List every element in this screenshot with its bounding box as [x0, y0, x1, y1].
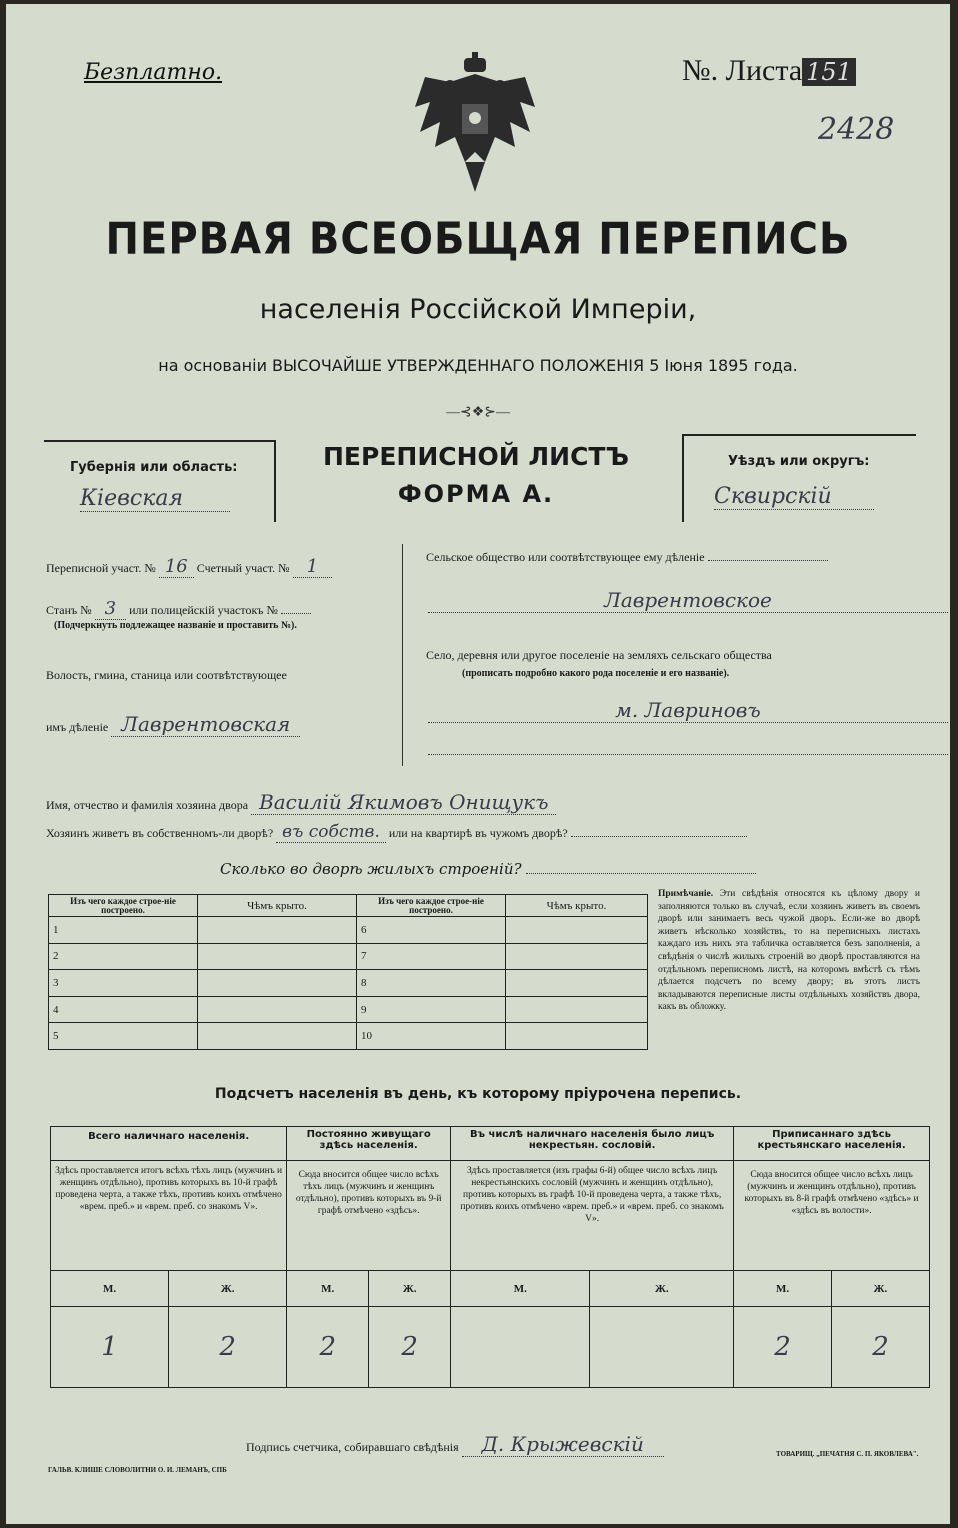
- col-non-peasant-desc: Здѣсь проставляется (изъ графы 6-й) общее число всѣхъ лицъ некрестьянскихъ сословій (мужчинъ и женщинъ отдѣльно), противъ которыхъ въ графѣ 10-й проведена черта, а также тѣхъ, противъ коихъ отмѣчено «врем. преб.» и «врем. преб. со знакомъ V».: [451, 1161, 734, 1271]
- sheet-label: №. Листа: [682, 54, 803, 87]
- ornament-divider: —⊰❖⊱—: [445, 405, 510, 420]
- owner-or-line: [571, 836, 747, 837]
- buildings-count-line: [526, 873, 756, 874]
- col-total-desc: Здѣсь проставляется итогъ всѣхъ тѣхъ лицъ (мужчинъ и женщинъ отдѣльно), противъ которыхъ въ 10-й графѣ проведена черта, а также тѣхъ, противъ коихъ отмѣчено «врем. преб.» и «врем. преб. со знакомъ V».: [51, 1161, 287, 1271]
- stan-row: [46, 598, 311, 619]
- f-label: Ж.: [169, 1271, 287, 1307]
- note-text: Эти свѣдѣнія относятся къ цѣлому двору и заполняются только въ случаѣ, если хозяинъ живетъ въ своемъ дворѣ или занимаетъ весь чужой дворъ. Если-же во дворѣ живетъ нѣсколько хозяйствъ, то на переписныхъ листахъ каждаго изъ нихъ эта табличка оставляется безъ заполненія, а свѣдѣнія о числѣ жилыхъ строеній во дворѣ проставляются на отдѣльномъ переписномъ листѣ, на которомъ вмѣстѣ съ тѣмъ дѣлается подсчетъ по всему двору; въ этотъ листъ вкладываются переписные листы отдѣльныхъ хозяйствъ двора, какъ въ обложку.: [658, 889, 920, 1013]
- buildings-question: Сколько во дворѣ жилыхъ строеній?: [220, 860, 522, 878]
- table-row: [49, 996, 648, 1023]
- left-imprint: ГАЛЬВ. КЛИШЕ СЛОВОЛИТНИ О. И. ЛЕМАНЪ, СПБ: [48, 1466, 227, 1474]
- volost-value: Лаврентовская: [111, 712, 300, 737]
- col-material-right: Изъ чего каждое строе-ніе построено.: [357, 895, 506, 917]
- row-number: 5: [49, 1023, 198, 1050]
- roof-cell[interactable]: [506, 1023, 648, 1050]
- table-row: [49, 943, 648, 970]
- society-label: Сельское общество или соотвѣтствующее ему дѣленіе: [426, 550, 705, 564]
- owner-lives-row: [46, 822, 747, 842]
- form-title: ПЕРВАЯ ВСЕОБЩАЯ ПЕРЕПИСЬ: [105, 213, 851, 265]
- col-permanent-title: Постоянно живущаго здѣсь населенія.: [287, 1127, 451, 1161]
- owner-or-label: или на квартирѣ въ чужомъ дворѣ?: [388, 826, 568, 840]
- table-row: [49, 970, 648, 997]
- f-label: Ж.: [590, 1271, 734, 1307]
- registered-m-value[interactable]: 2: [734, 1307, 832, 1388]
- m-label: М.: [51, 1271, 169, 1307]
- police-value-line: [281, 613, 311, 614]
- roof-cell[interactable]: [198, 1023, 357, 1050]
- basis-line: на основаніи ВЫСОЧАЙШЕ УТВЕРЖДЕННАГО ПОЛОЖЕНІЯ 5 Іюня 1895 года.: [158, 356, 798, 375]
- counting-plot-label: Счетный участ. №: [196, 561, 290, 575]
- village-extra-line: [428, 754, 948, 755]
- row-number: 10: [357, 1023, 506, 1050]
- table-row: [49, 1023, 648, 1050]
- signature-row: [246, 1432, 664, 1456]
- volost-row: [46, 712, 300, 736]
- roof-cell[interactable]: [198, 917, 357, 944]
- volost-label: Волость, гмина, станица или соотвѣтствующее: [46, 668, 287, 682]
- census-plot-value: 16: [159, 556, 194, 578]
- row-number: 9: [357, 996, 506, 1023]
- census-plot-row: [46, 556, 332, 577]
- census-sheet-title: ПЕРЕПИСНОЙ ЛИСТЪ: [323, 442, 629, 471]
- owner-lives-value: въ собств.: [276, 822, 386, 843]
- m-label: М.: [287, 1271, 369, 1307]
- uezd-box: [682, 434, 916, 522]
- owner-lives-label: Хозяинъ живетъ въ собственномъ-ли дворѣ?: [46, 826, 274, 840]
- m-label: М.: [451, 1271, 590, 1307]
- volost-label-2: имъ дѣленіе: [46, 720, 109, 734]
- col-non-peasant-title: Въ числѣ наличнаго населенія было лицъ некрестьян. сословій.: [451, 1127, 734, 1161]
- signature-value: Д. Крыжевскій: [462, 1432, 664, 1457]
- row-number: 3: [49, 970, 198, 997]
- col-registered-title: Приписаннаго здѣсь крестьянскаго населенія.: [734, 1127, 930, 1161]
- table-row: [49, 917, 648, 944]
- buildings-table: [48, 894, 648, 1050]
- total-m-value[interactable]: 1: [51, 1307, 169, 1388]
- society-value: Лаврентовское: [428, 588, 948, 613]
- col-roof-left: Чѣмъ крыто.: [198, 895, 357, 917]
- roof-cell[interactable]: [506, 996, 648, 1023]
- m-label: М.: [734, 1271, 832, 1307]
- note-title: Примѣчаніе.: [658, 889, 714, 899]
- row-number: 8: [357, 970, 506, 997]
- column-divider: [402, 544, 403, 766]
- imperial-eagle-emblem: [410, 52, 540, 202]
- society-line: [708, 560, 828, 561]
- guberniya-label: Губернія или область:: [70, 460, 238, 475]
- form-a-label: ФОРМА А.: [397, 480, 555, 508]
- stan-label: Станъ №: [46, 603, 92, 617]
- roof-cell[interactable]: [506, 943, 648, 970]
- population-heading: Подсчетъ населенія въ день, къ которому пріурочена перепись.: [214, 1086, 742, 1102]
- f-label: Ж.: [832, 1271, 930, 1307]
- non-peasant-m-value[interactable]: [451, 1307, 590, 1388]
- guberniya-box: [44, 440, 276, 522]
- permanent-m-value[interactable]: 2: [287, 1307, 369, 1388]
- note-block: [658, 888, 920, 1014]
- col-registered-desc: Сюда вносится общее число всѣхъ лицъ (мужчинъ и женщинъ отдѣльно), противъ которыхъ въ 8-й графѣ отмѣчено «здѣсь» и «здѣсь въ волости».: [734, 1161, 930, 1271]
- free-label: Безплатно.: [84, 60, 223, 85]
- owner-name-value: Василій Якимовъ Онищукъ: [251, 790, 556, 815]
- non-peasant-f-value[interactable]: [590, 1307, 734, 1388]
- roof-cell[interactable]: [506, 970, 648, 997]
- census-form-page: [6, 4, 950, 1524]
- uezd-label: Уѣздъ или округъ:: [728, 454, 870, 469]
- roof-cell[interactable]: [198, 970, 357, 997]
- signature-label: Подпись счетчика, собиравшаго свѣдѣнія: [246, 1440, 459, 1454]
- stamp-number: 2428: [818, 112, 895, 147]
- col-roof-right: Чѣмъ крыто.: [506, 895, 648, 917]
- roof-cell[interactable]: [506, 917, 648, 944]
- row-number: 2: [49, 943, 198, 970]
- f-label: Ж.: [369, 1271, 451, 1307]
- row-number: 1: [49, 917, 198, 944]
- row-number: 7: [357, 943, 506, 970]
- sheet-number: 151: [802, 58, 856, 86]
- owner-name-label: Имя, отчество и фамилія хозяина двора: [46, 798, 249, 812]
- buildings-question-row: [220, 860, 756, 878]
- village-note: (прописать подробно какого рода поселеніе и его названіе).: [462, 668, 730, 679]
- roof-cell[interactable]: [198, 943, 357, 970]
- owner-name-row: [46, 790, 556, 814]
- counting-plot-value: 1: [293, 556, 332, 578]
- stan-value: 3: [95, 598, 126, 620]
- uezd-value: Сквирскій: [714, 484, 874, 510]
- police-label: или полицейскій участокъ №: [129, 603, 278, 617]
- col-material-left: Изъ чего каждое строе-ніе построено.: [49, 895, 198, 917]
- row-number: 6: [357, 917, 506, 944]
- right-imprint: ТОВАРИЩ. „ПЕЧАТНЯ С. П. ЯКОВЛЕВА".: [776, 1450, 919, 1458]
- form-subtitle: населенія Россійской Имперіи,: [259, 294, 697, 325]
- col-permanent-desc: Сюда вносится общее число всѣхъ тѣхъ лицъ (мужчинъ и женщинъ отдѣльно), противъ которыхъ въ 9-й графѣ отмѣчено «здѣсь».: [287, 1161, 451, 1271]
- total-f-value[interactable]: 2: [169, 1307, 287, 1388]
- row-number: 4: [49, 996, 198, 1023]
- village-value: м. Лавриновъ: [428, 698, 948, 723]
- population-table: [50, 1126, 930, 1388]
- permanent-f-value[interactable]: 2: [369, 1307, 451, 1388]
- registered-f-value[interactable]: 2: [832, 1307, 930, 1388]
- roof-cell[interactable]: [198, 996, 357, 1023]
- census-plot-label: Переписной участ. №: [46, 561, 156, 575]
- underline-note: (Подчеркнуть подлежащее названіе и проставить №).: [54, 620, 297, 631]
- village-label: Село, деревня или другое поселеніе на земляхъ сельскаго общества: [426, 648, 772, 662]
- sheet-number-label: [682, 54, 856, 88]
- col-total-title: Всего наличнаго населенія.: [51, 1127, 287, 1161]
- society-row: [426, 550, 828, 565]
- guberniya-value: Кіевская: [80, 486, 230, 512]
